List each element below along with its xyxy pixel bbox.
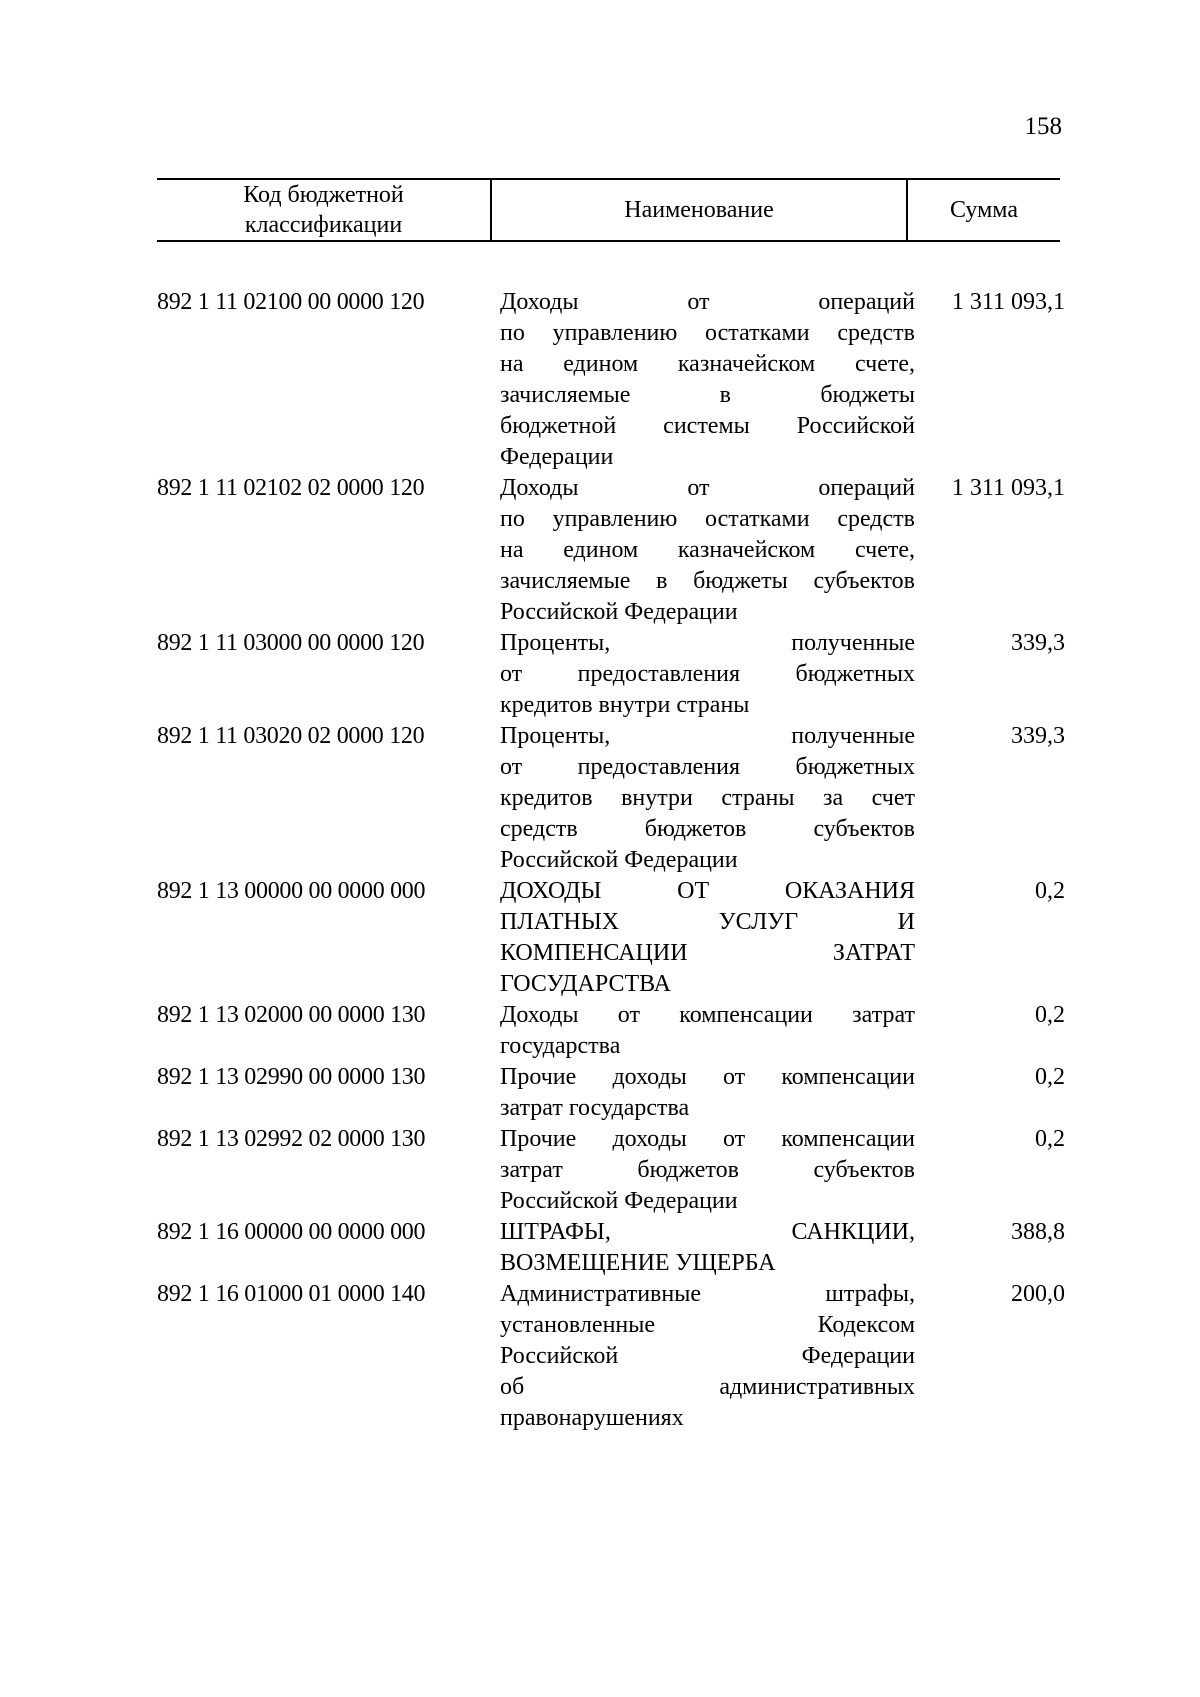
row-name: [500, 721, 915, 876]
row-name-line: Административные штрафы,: [500, 1281, 915, 1307]
row-name-line: затрат бюджетов субъектов: [500, 1157, 915, 1183]
row-name-line: по управлению остатками средств: [500, 506, 915, 532]
row-name-line: кредитов внутри страны: [500, 692, 750, 718]
table-header: [157, 178, 1060, 242]
header-code-line1: Код бюджетной: [243, 182, 404, 208]
table-row: [157, 1062, 1077, 1124]
row-name-line: ПЛАТНЫХ УСЛУГ И: [500, 909, 915, 935]
row-name-line: бюджетной системы Российской: [500, 413, 915, 439]
row-name-line: затрат государства: [500, 1095, 690, 1121]
table-row: [157, 287, 1077, 473]
row-name-line: по управлению остатками средств: [500, 320, 915, 346]
row-name-line: ГОСУДАРСТВА: [500, 971, 671, 997]
table-row: [157, 876, 1077, 1000]
row-sum: 0,2: [1035, 1126, 1065, 1152]
header-code-line2: классификации: [244, 212, 403, 238]
header-name-cell: Наименование: [490, 180, 908, 240]
row-name-line: ШТРАФЫ, САНКЦИИ,: [500, 1219, 915, 1245]
row-name-line: на едином казначейском счете,: [500, 351, 915, 377]
budget-code: 892 1 13 02992 02 0000 130: [157, 1126, 426, 1152]
row-sum: 1 311 093,1: [951, 289, 1065, 315]
page-number: 158: [1024, 113, 1062, 140]
row-name-line: от предоставления бюджетных: [500, 661, 915, 687]
table-row: [157, 1217, 1077, 1279]
row-name-line: зачисляемые в бюджеты: [500, 382, 915, 408]
budget-code: 892 1 11 03020 02 0000 120: [157, 723, 425, 749]
row-name-line: Проценты, полученные: [500, 723, 915, 749]
row-name-line: КОМПЕНСАЦИИ ЗАТРАТ: [500, 940, 915, 966]
row-name: [500, 1279, 915, 1434]
table-row: [157, 628, 1077, 721]
row-name: [500, 1124, 915, 1217]
row-name-line: Российской Федерации: [500, 1343, 915, 1369]
row-sum: 200,0: [1011, 1281, 1065, 1307]
row-name: [500, 473, 915, 628]
row-name-line: от предоставления бюджетных: [500, 754, 915, 780]
table-row: [157, 1124, 1077, 1217]
row-name-line: Доходы от операций: [500, 289, 915, 315]
row-sum: 0,2: [1035, 878, 1065, 904]
budget-code: 892 1 16 00000 00 0000 000: [157, 1219, 426, 1245]
row-sum: 1 311 093,1: [951, 475, 1065, 501]
row-name-line: Прочие доходы от компенсации: [500, 1064, 915, 1090]
table-row: [157, 473, 1077, 628]
budget-code: 892 1 13 02000 00 0000 130: [157, 1002, 426, 1028]
header-code-cell: [157, 180, 490, 240]
row-name-line: на едином казначейском счете,: [500, 537, 915, 563]
row-name: [500, 628, 915, 721]
budget-code: 892 1 11 02102 02 0000 120: [157, 475, 425, 501]
table-row: [157, 1279, 1077, 1434]
row-name: [500, 1000, 915, 1062]
row-name-line: Доходы от компенсации затрат: [500, 1002, 915, 1028]
header-sum-cell: Сумма: [950, 197, 1018, 223]
row-name-line: Доходы от операций: [500, 475, 915, 501]
row-name-line: Федерации: [500, 444, 614, 470]
row-name-line: Российской Федерации: [500, 599, 738, 625]
table-body: [157, 287, 1077, 1434]
row-name-line: ДОХОДЫ ОТ ОКАЗАНИЯ: [500, 878, 915, 904]
row-sum: 0,2: [1035, 1064, 1065, 1090]
row-name-line: зачисляемые в бюджеты субъектов: [500, 568, 915, 594]
budget-code: 892 1 11 03000 00 0000 120: [157, 630, 425, 656]
budget-code: 892 1 13 00000 00 0000 000: [157, 878, 426, 904]
table-row: [157, 1000, 1077, 1062]
row-name-line: об административных: [500, 1374, 915, 1400]
row-name-line: установленные Кодексом: [500, 1312, 915, 1338]
row-name: [500, 287, 915, 473]
row-name: [500, 876, 915, 1000]
row-name-line: Прочие доходы от компенсации: [500, 1126, 915, 1152]
row-name-line: Проценты, полученные: [500, 630, 915, 656]
row-name-line: средств бюджетов субъектов: [500, 816, 915, 842]
row-sum: 0,2: [1035, 1002, 1065, 1028]
row-name-line: государства: [500, 1033, 621, 1059]
table-row: [157, 721, 1077, 876]
row-sum: 388,8: [1011, 1219, 1065, 1245]
row-name: [500, 1217, 915, 1279]
row-name-line: ВОЗМЕЩЕНИЕ УЩЕРБА: [500, 1250, 776, 1276]
budget-code: 892 1 11 02100 00 0000 120: [157, 289, 425, 315]
row-name-line: Российской Федерации: [500, 1188, 738, 1214]
row-sum: 339,3: [1011, 723, 1065, 749]
row-name-line: кредитов внутри страны за счет: [500, 785, 915, 811]
row-sum: 339,3: [1011, 630, 1065, 656]
budget-code: 892 1 13 02990 00 0000 130: [157, 1064, 426, 1090]
budget-code: 892 1 16 01000 01 0000 140: [157, 1281, 426, 1307]
row-name-line: Российской Федерации: [500, 847, 738, 873]
row-name-line: правонарушениях: [500, 1405, 684, 1431]
row-name: [500, 1062, 915, 1124]
